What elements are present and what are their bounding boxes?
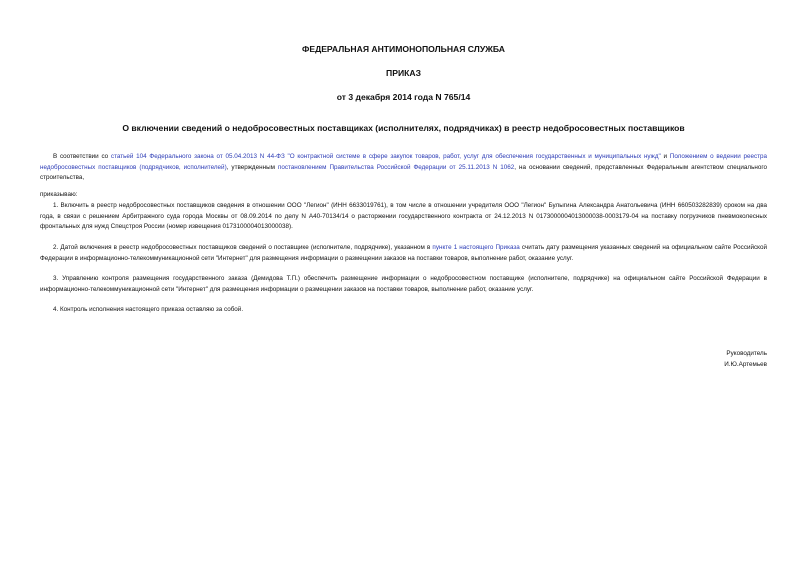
order-word: приказываю: <box>40 191 78 198</box>
item-1-paragraph: 1. Включить в реестр недобросовестных поставщиков сведения в отношении ООО "Легион" (ИНН 6633019761), в том числе в отношении учредителя ООО "Легион" Булыгина Александра Анатольевича (ИНН 660503282839) сроком на два года, в связи с решением Арбитражного суда города Москвы от 08.09.2014 по делу N А40-70134/14 о расторжении государственного контракта от 24.12.2013 N 0173000004013000038-0003179-04 на поставку погрузчиков пневмоколесных фронтальных для нужд Спецстроя России (номер извещения 0173100004013000038). <box>40 202 767 231</box>
law-article-link[interactable]: статьей 104 Федерального закона от 05.04.2013 N 44-ФЗ "О контрактной системе в сфере закупок товаров, работ, услуг для обеспечения государственных и муниципальных нужд" <box>110 153 661 160</box>
document-date-number: от 3 декабря 2014 года N 765/14 <box>336 92 471 102</box>
item-2-text-1: 2. Датой включения в реестр недобросовестных поставщиков сведений о поставщике (исполнителе, подрядчике), указанном в <box>53 244 433 251</box>
registry-regulation-link[interactable]: Положением о ведении реестра недобросовестных поставщиков (подрядчиков, исполнителей) <box>40 153 768 171</box>
signatory-name: И.Ю.Артемьев <box>724 361 767 368</box>
signatory-position: Руководитель <box>726 350 767 357</box>
preamble-text-1: В соответствии со <box>53 153 111 160</box>
item-1-reference-link[interactable]: пункте 1 настоящего Приказа <box>432 244 520 251</box>
document-type: ПРИКАЗ <box>386 68 421 78</box>
preamble-text-2: и <box>660 153 670 160</box>
agency-name: ФЕДЕРАЛЬНАЯ АНТИМОНОПОЛЬНАЯ СЛУЖБА <box>302 44 505 54</box>
preamble-text-4: , на основании сведений, представленных Федеральным агентством специального строительства, <box>40 163 768 182</box>
government-decree-link[interactable]: постановлением Правительства Российской Федерации от 25.11.2013 N 1062 <box>277 163 515 171</box>
item-3-paragraph: 3. Управлению контроля размещения государственного заказа (Демидова Т.П.) обеспечить размещение информации о недобросовестном поставщике (исполнителе, подрядчике) на официальном сайте Российской Федерации в информационно-телекоммуникационной сети "Интернет" для размещения информации о размещении заказов на поставки товаров, выполнение работ, оказание услуг. <box>40 275 767 293</box>
document-title: О включении сведений о недобросовестных поставщиках (исполнителях, подрядчиках) в реестр недобросовестных поставщиков <box>122 123 685 133</box>
item-2-paragraph <box>40 243 767 264</box>
item-4-paragraph: 4. Контроль исполнения настоящего приказа оставляю за собой. <box>53 306 244 313</box>
preamble-text-3: , утвержденным <box>226 163 278 171</box>
preamble-paragraph <box>40 152 767 184</box>
item-2-text-2: считать дату размещения указанных сведений на официальном сайте Российской Федерации в информационно-телекоммуникационной сети "Интернет" для размещения информации о размещении заказов на поставки товаров, выполнение работ, оказание услуг. <box>40 244 768 262</box>
signature-block <box>724 348 767 370</box>
